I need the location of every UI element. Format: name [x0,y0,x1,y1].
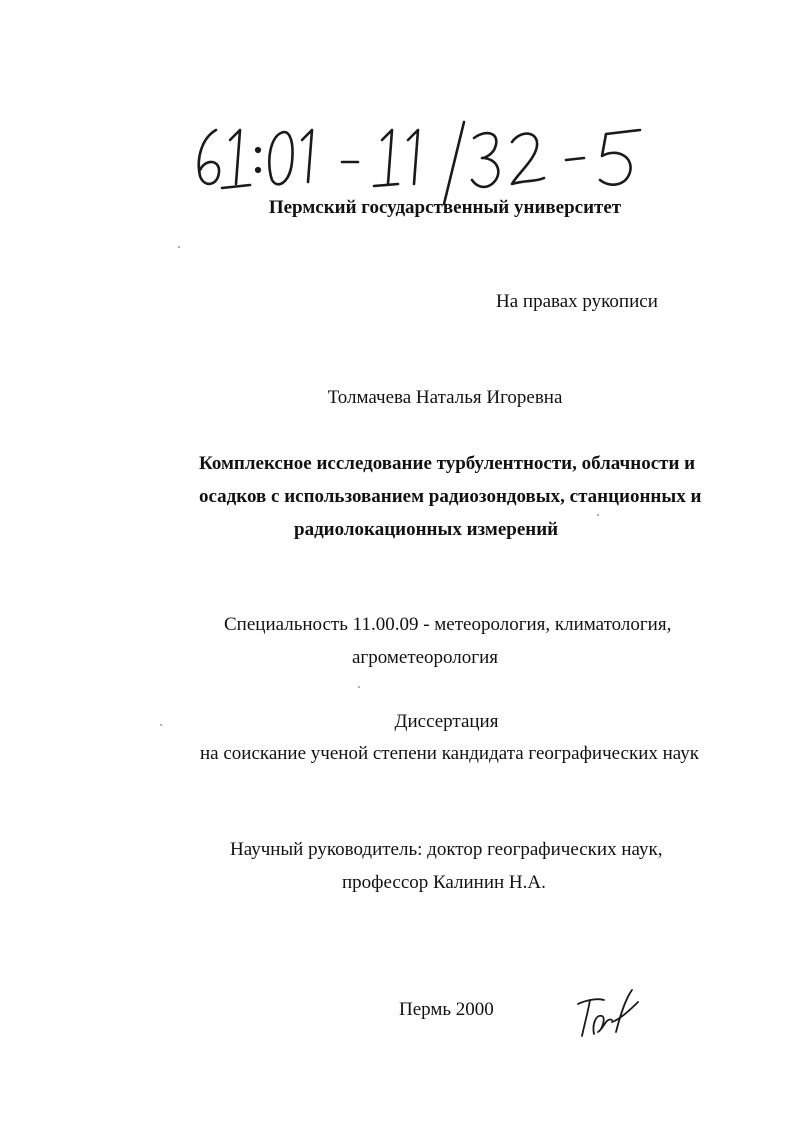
title-line-1: Комплексное исследование турбулентности, облачности и [199,453,696,474]
dissertation-label: Диссертация [394,711,499,732]
degree-line: на соискание ученой степени кандидата географических наук [200,743,700,764]
handwritten-catalog-code [192,118,672,208]
supervisor-line-1: Научный руководитель: доктор географических наук, [230,839,663,860]
author-name: Толмачева Наталья Игоревна [327,387,563,408]
supervisor-line-2: профессор Калинин Н.А. [342,872,546,893]
specialty-line-1: Специальность 11.00.09 - метеорология, климатология, [224,614,672,635]
signature-icon [572,978,642,1048]
city-year: Пермь 2000 [399,999,494,1020]
scan-speck [160,724,162,726]
scan-speck [597,514,599,516]
title-line-3: радиолокационных измерений [294,519,559,540]
title-line-2: осадков с использованием радиозондовых, станционных и [199,486,702,507]
rights-note: На правах рукописи [496,291,658,312]
university-name: Пермский государственный университет [268,197,622,218]
specialty-line-2: агрометеорология [352,647,498,668]
scan-speck [358,686,360,688]
scan-speck [178,246,180,248]
